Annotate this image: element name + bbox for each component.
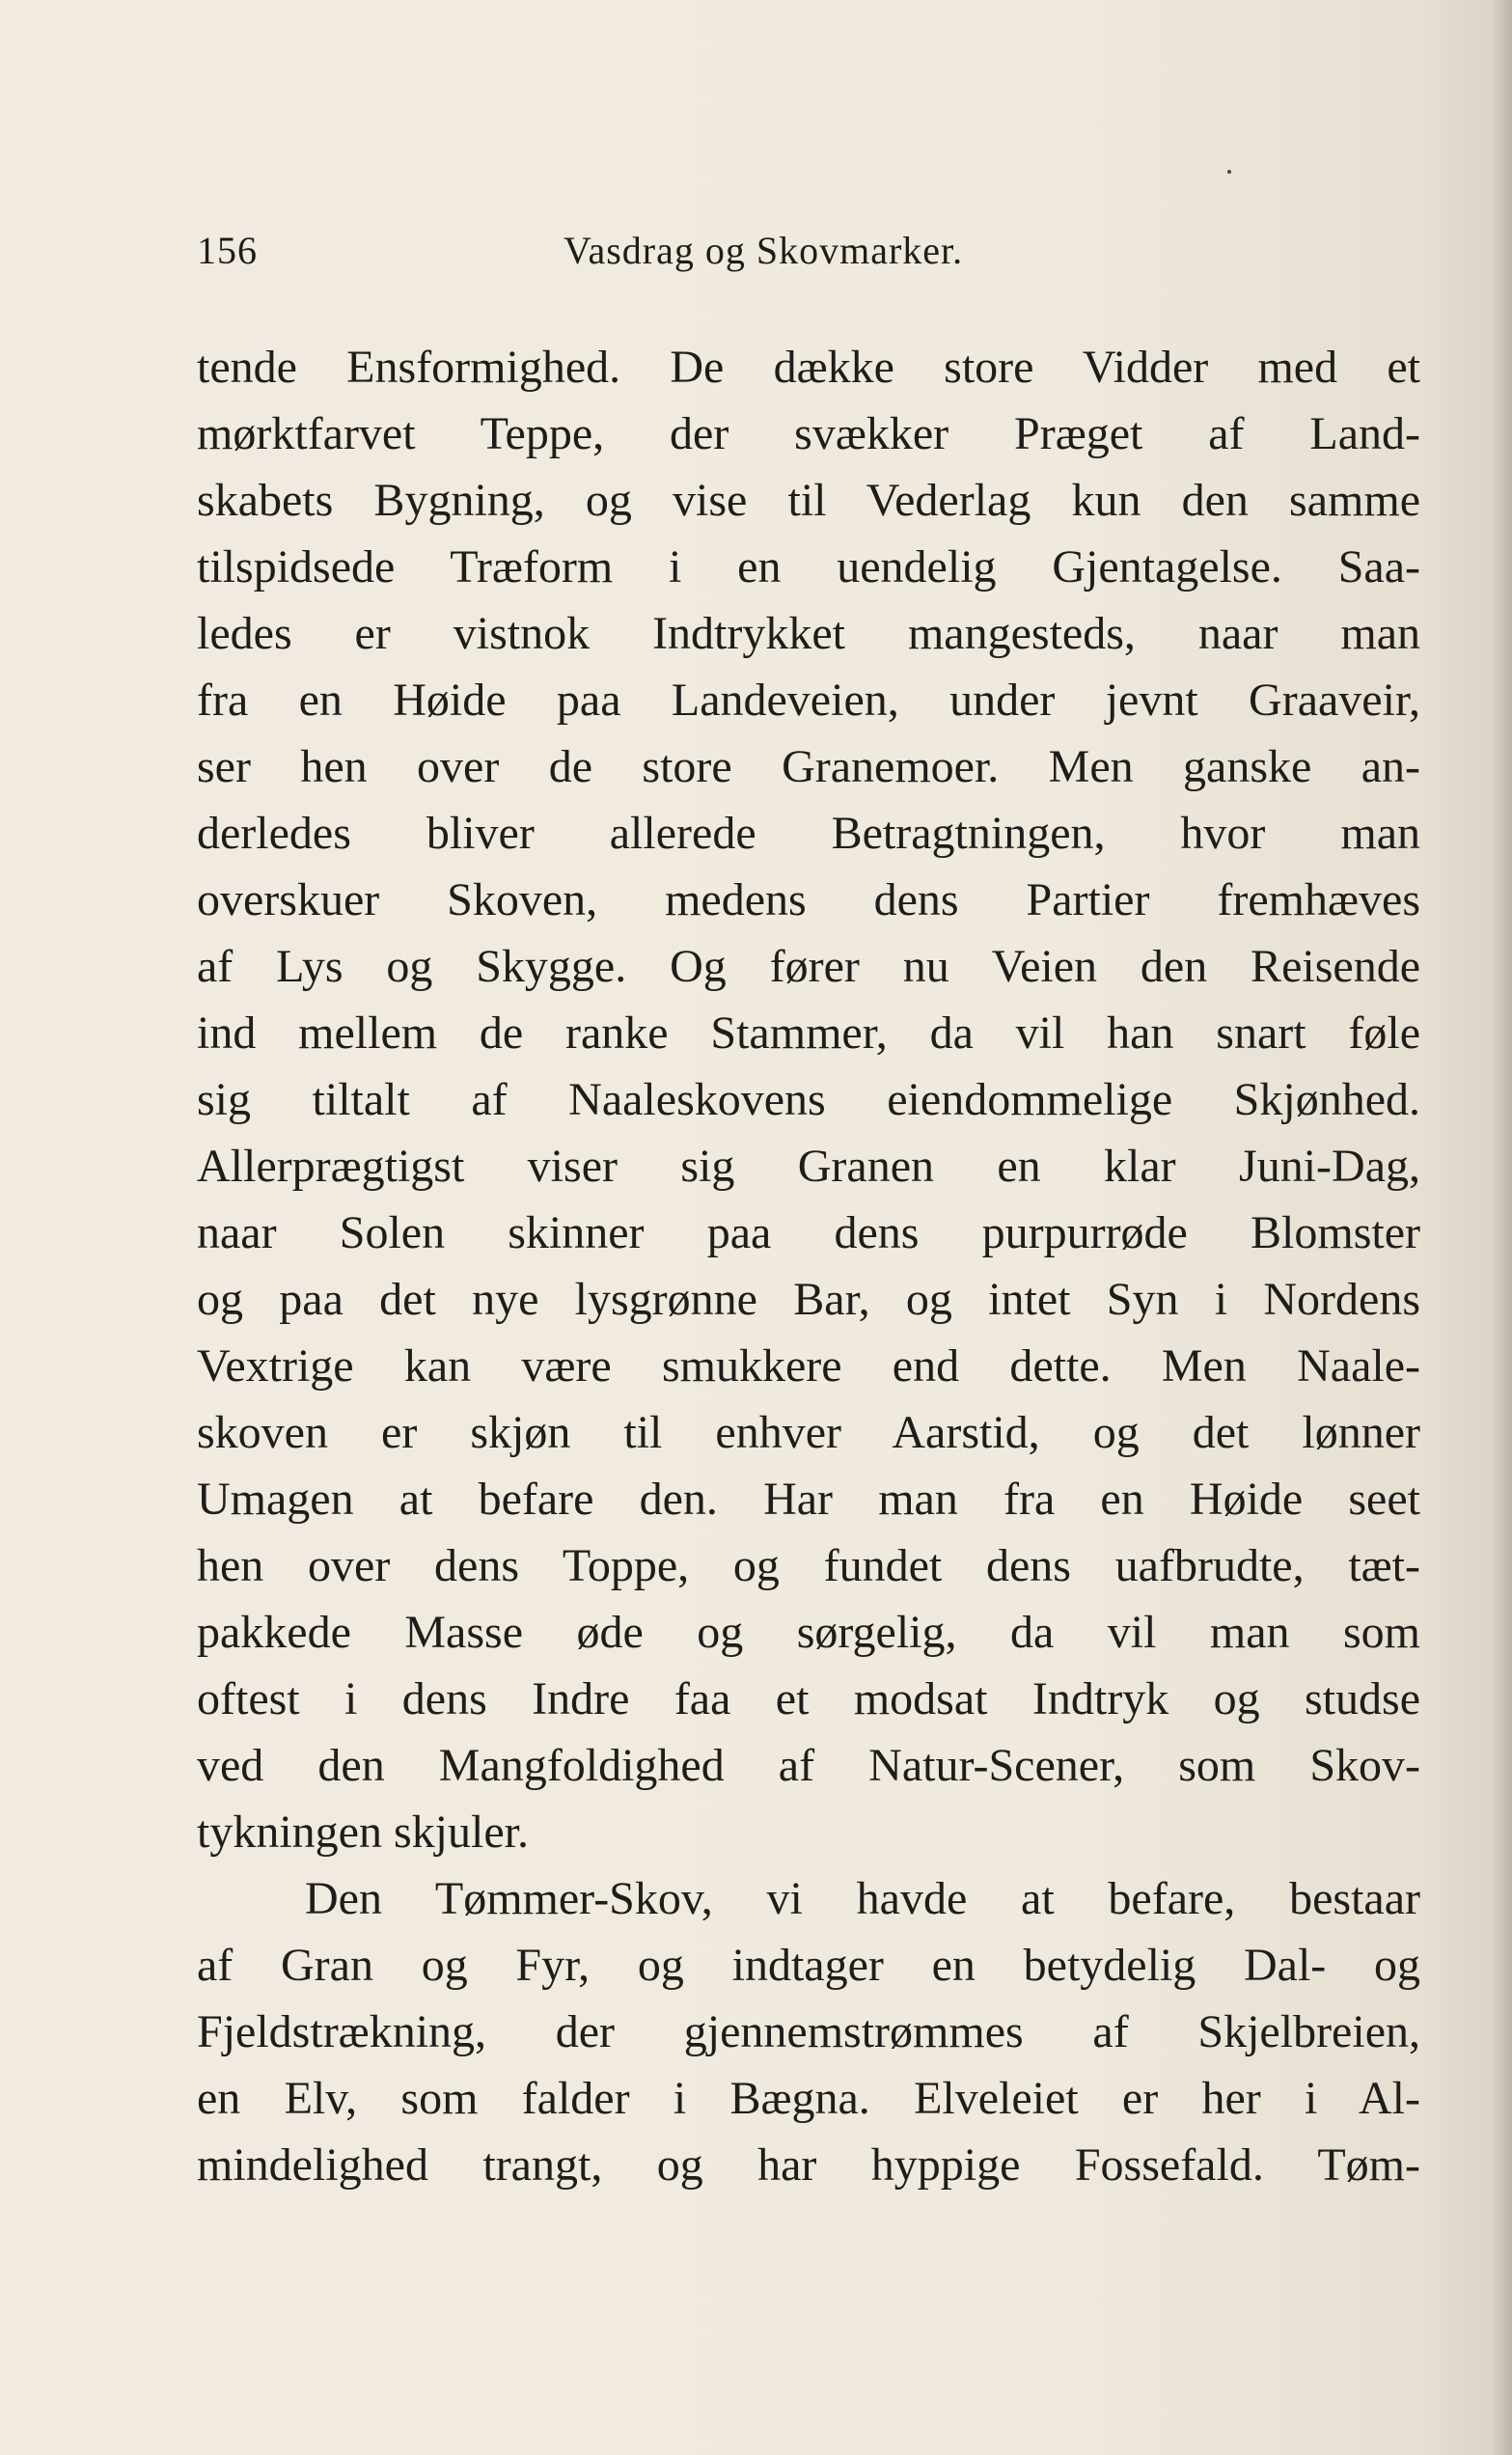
text-line: ledes er vistnok Indtrykket mangesteds, naar man: [197, 608, 1420, 659]
text-line: mørktfarvet Teppe, der svækker Præget af Land-: [197, 408, 1420, 459]
text-line: skoven er skjøn til enhver Aarstid, og det lønner: [197, 1407, 1420, 1458]
text-line: hen over dens Toppe, og fundet dens uafbrudte, tæt-: [197, 1540, 1420, 1591]
running-title: Vasdrag og Skovmarker.: [564, 229, 964, 272]
text-line: Vextrige kan være smukkere end dette. Men Naale-: [197, 1340, 1420, 1392]
text-line: skabets Bygning, og vise til Vederlag kun den samme: [197, 475, 1420, 526]
body-text: [197, 334, 1420, 2198]
text-line: af Lys og Skygge. Og fører nu Veien den Reisende: [197, 941, 1420, 992]
text-line: fra en Høide paa Landeveien, under jevnt Graaveir,: [197, 675, 1420, 726]
text-line: pakkede Masse øde og sørgelig, da vil man som: [197, 1607, 1420, 1658]
text-line: Allerprægtigst viser sig Granen en klar Juni-Dag,: [197, 1141, 1420, 1192]
text-line: Umagen at befare den. Har man fra en Høide seet: [197, 1474, 1420, 1525]
text-line: mindelighed trangt, og har hyppige Fossefald. Tøm-: [197, 2139, 1420, 2191]
paragraph-start-line: Den Tømmer-Skov, vi havde at befare, bestaar: [305, 1873, 1420, 1924]
page-header: [197, 224, 1420, 278]
text-line: overskuer Skoven, medens dens Partier fremhæves: [197, 874, 1420, 925]
text-line: naar Solen skinner paa dens purpurrøde Blomster: [197, 1207, 1420, 1258]
text-line: oftest i dens Indre faa et modsat Indtryk og studse: [197, 1673, 1420, 1724]
text-line: og paa det nye lysgrønne Bar, og intet Syn i Nordens: [197, 1274, 1420, 1325]
text-line: Fjeldstrækning, der gjennemstrømmes af Skjelbreien,: [197, 2006, 1420, 2057]
text-line: derledes bliver allerede Betragtningen, hvor man: [197, 808, 1420, 859]
ink-speck: [1227, 170, 1231, 174]
text-line: ved den Mangfoldighed af Natur-Scener, som Skov-: [197, 1740, 1420, 1791]
paragraph-end-line: tykningen skjuler.: [197, 1807, 529, 1858]
text-line: en Elv, som falder i Bægna. Elveleiet er her i Al-: [197, 2073, 1420, 2124]
text-line: sig tiltalt af Naaleskovens eiendommelige Skjønhed.: [197, 1074, 1420, 1125]
text-line: tende Ensformighed. De dække store Vidder med et: [197, 342, 1420, 393]
text-line: ind mellem de ranke Stammer, da vil han snart føle: [197, 1007, 1420, 1059]
text-line: af Gran og Fyr, og indtager en betydelig Dal- og: [197, 1940, 1420, 1991]
page-edge-shadow: [1491, 0, 1512, 2455]
text-line: tilspidsede Træform i en uendelig Gjentagelse. Saa-: [197, 541, 1420, 593]
text-line: ser hen over de store Granemoer. Men ganske an-: [197, 741, 1420, 792]
page-number: 156: [197, 229, 258, 272]
